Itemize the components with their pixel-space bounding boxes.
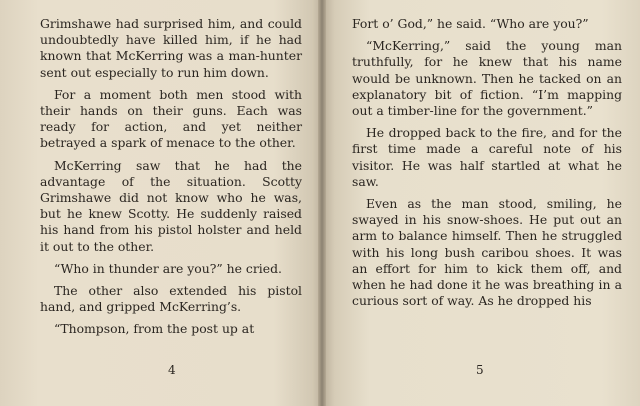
page-number: 4: [168, 363, 176, 377]
paragraph: “Thompson, from the post up at: [54, 321, 255, 337]
paragraph: He dropped back to the fire, and for the first time made a careful note of his visitor. He was half startled at what he saw.: [352, 125, 622, 189]
book-gutter: [318, 0, 326, 406]
left-page-text: [40, 16, 302, 344]
page-number: 5: [476, 363, 484, 377]
paragraph: “McKerring,” said the young man truthfully, for he knew that his name would be unknown. Then he tacked on an explanatory bit of fiction. “I’m mapping out a timber-line for the government.”: [352, 38, 622, 119]
paragraph: McKerring saw that he had the advantage of the situation. Scotty Grimshawe did not know who he was, but he knew Scotty. He suddenly raised his hand from his pistol holster and held it out to the other.: [40, 157, 302, 254]
right-page-text: [352, 16, 622, 315]
paragraph: Grimshawe had surprised him, and could undoubtedly have killed him, if he had known that McKerring was a man-hunter sent out especially to run him down.: [40, 16, 302, 80]
right-page: [322, 0, 640, 406]
paragraph: Fort o’ God,” he said. “Who are you?”: [352, 16, 589, 31]
paragraph: The other also extended his pistol hand, and gripped McKerring’s.: [40, 283, 302, 315]
paragraph: “Who in thunder are you?” he cried.: [54, 260, 282, 276]
paragraph: Even as the man stood, smiling, he swayed in his snow-shoes. He put out an arm to balance himself. Then he struggled with his long bush caribou shoes. It was an effort for him to kick them off, and when he had done it he was breathing in a curious sort of way. As he dropped his: [352, 196, 622, 309]
paragraph: For a moment both men stood with their hands on their guns. Each was ready for action, and yet neither betrayed a spark of menace to the other.: [40, 86, 302, 151]
